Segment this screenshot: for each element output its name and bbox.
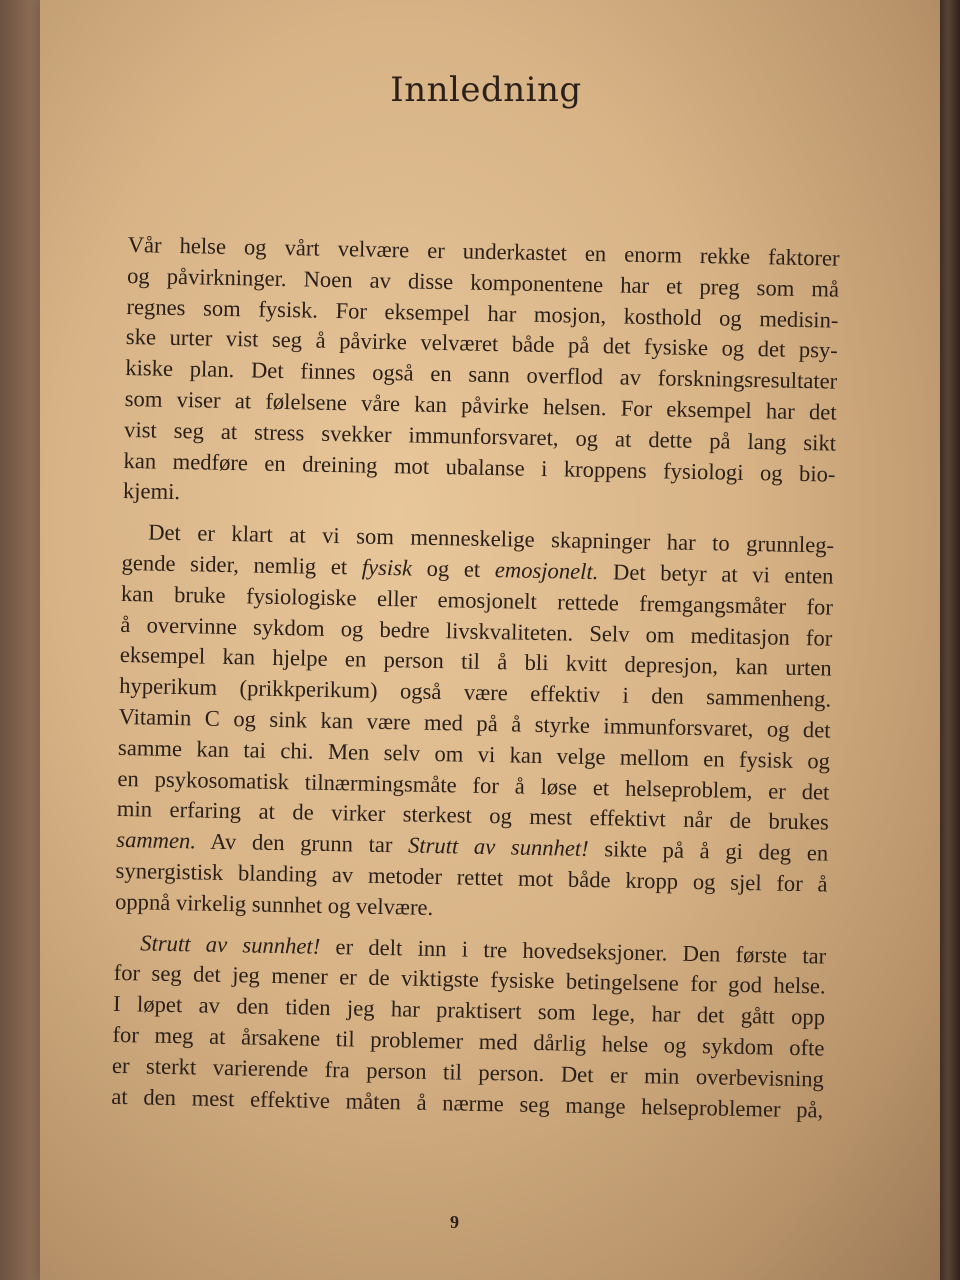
text-segment: for seg det jeg mener er de viktigste fysiske betingelsene for god helse.	[113, 960, 826, 999]
text-segment: kan bruke fysiologiske eller emosjonelt rettede fremgangsmåter for	[120, 580, 834, 620]
chapter-title: Innledning	[390, 70, 582, 110]
text-segment: ske urter vist seg å påvirke velværet både på det fysiske og det psy-	[125, 324, 839, 364]
text-segment: vist seg at stress svekker immunforsvaret, og at dette på lang sikt	[123, 416, 837, 456]
page-edge	[940, 0, 960, 1280]
paragraph	[123, 230, 840, 521]
text-segment: Vår helse og vårt velvære er underkastet en enorm rekke faktorer	[127, 231, 840, 271]
text-segment: eksempel kan hjelpe en person til å bli kvitt depresjon, kan urten	[119, 642, 832, 681]
text-segment: som viser at følelsene våre kan påvirke helsen. For eksempel har det	[124, 385, 837, 425]
paragraph	[111, 927, 826, 1125]
text-segment: en psykosomatisk tilnærmingsmåte for å løse et helseproblem, er det	[117, 765, 830, 805]
text-segment: Vitamin C og sink kan være med på å styrke immunforsvaret, og det	[118, 703, 831, 743]
text-segment: Av den grunn tar	[195, 828, 409, 858]
text-segment: kjemi.	[122, 478, 181, 505]
text-segment: hyperikum (prikkperikum) også være effektiv i den sammenheng.	[119, 673, 832, 712]
text-segment: synergistisk blanding av metoder rettet mot både kropp og sjel for å	[115, 857, 828, 897]
book-page	[40, 0, 940, 1280]
text-segment: Det betyr at vi enten	[598, 559, 834, 589]
page-number: 9	[450, 1212, 459, 1232]
text-segment: og et	[411, 555, 496, 583]
text-segment: I løpet av den tiden jeg har praktisert som lege, har det gått opp	[112, 990, 826, 1030]
text-segment: gende sider, nemlig et	[121, 549, 363, 580]
text-segment: sikte på å gi deg en	[588, 836, 829, 866]
italic-text: Strutt av sunnhet!	[140, 929, 321, 959]
body-text	[111, 230, 840, 1126]
text-segment: regnes som fysisk. For eksempel har mosjon, kosthold og medisin-	[126, 293, 839, 333]
text-segment: kan medføre en dreining mot ubalanse i kroppens fysiologi og bio-	[123, 447, 836, 487]
text-segment: å overvinne sykdom og bedre livskvaliteten. Selv om meditasjon for	[120, 611, 833, 651]
text-segment: min erfaring at de virker sterkest og mest effektivt når de brukes	[116, 796, 829, 835]
italic-text: sammen.	[116, 827, 197, 854]
text-segment: for meg at årsakene til problemer med dårlig helse og sykdom ofte	[112, 1021, 825, 1061]
text-segment: kiske plan. Det finnes også en sann overflod av forskningsresultater	[125, 355, 838, 394]
text-segment: og påvirkninger. Noen av disse komponentene har et preg som må	[126, 262, 840, 302]
text-segment: Det er klart at vi som menneskelige skapninger har to grunnleg-	[147, 519, 835, 558]
paragraph	[115, 517, 835, 931]
text-segment: at den mest effektive måten å nærme seg mange helseproblemer på,	[111, 1083, 824, 1123]
italic-text: emosjonelt.	[494, 557, 599, 585]
italic-text: fysisk	[361, 554, 413, 581]
text-segment: oppnå virkelig sunnhet og velvære.	[114, 888, 434, 920]
text-segment: samme kan tai chi. Men selv om vi kan velge mellom en fysisk og	[117, 734, 831, 774]
text-segment: er sterkt varierende fra person til person. Det er min overbevisning	[111, 1052, 825, 1092]
text-segment: er delt inn i tre hovedseksjoner. Den første tar	[320, 933, 827, 969]
italic-text: Strutt av sunnhet!	[407, 832, 589, 862]
